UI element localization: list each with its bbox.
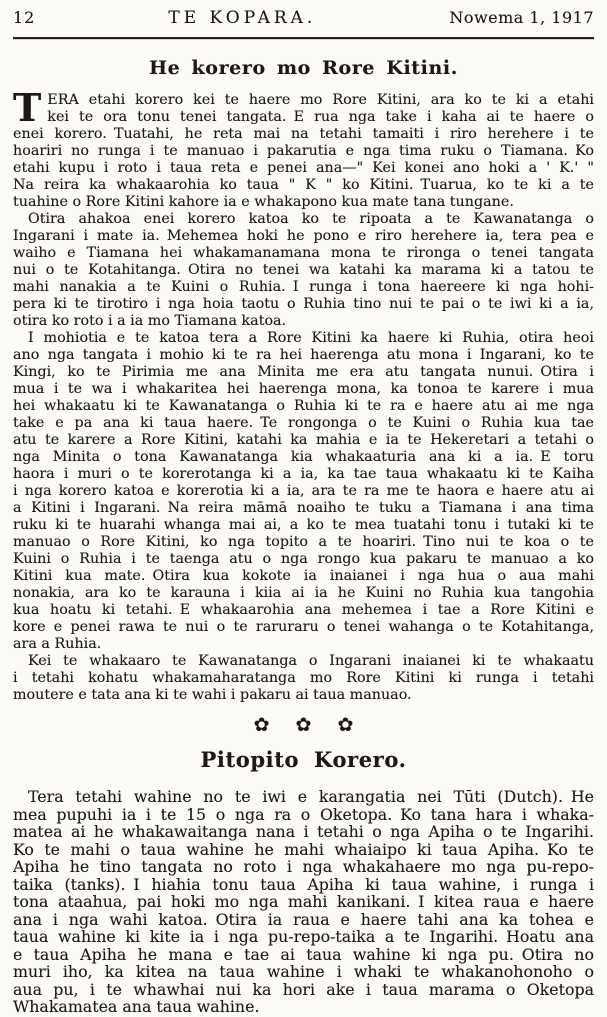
text-line: Kingi, ko te Pirimia me ana Minita me era atu tangata nunui. Otira i — [13, 364, 594, 380]
page-number: 12 — [13, 8, 36, 27]
text-line: I mohiotia e te katoa tera a Rore Kitini ka haere ki Ruhia, otira heoi — [28, 330, 594, 346]
florette-icon: ✿ — [295, 714, 312, 736]
text-line: taika (tanks). I hiahia tonu taua Apiha ki taua wahine, i runga i — [13, 874, 594, 894]
text-line: i tetahi kohatu whakamaharatanga mo Rore Kitini ki runga i tetahi — [13, 670, 594, 686]
text-line: Ingarani i mate ia. Mehemea hoki he pono e riro herehere ia, tera pea e — [13, 228, 594, 244]
text-line: moutere e tata ana ki te wahi i pakaru ai taua manuao. — [13, 687, 412, 703]
text-line: ara a Ruhia. — [13, 636, 102, 652]
florette-icon: ✿ — [337, 714, 354, 736]
text-line: kei te ora tonu tenei tangata. E rua nga take i kaha ai te haere o — [47, 109, 594, 125]
text-line: mea pupuhi ia i te 15 o nga ra o Oketopa. Ko tana hara i whaka- — [13, 804, 594, 824]
article-title-pitopito: Pitopito Korero. — [200, 747, 407, 772]
text-line: nui o te Kotahitanga. Otira no tenei wa katahi ka marama ki a tatou te — [13, 262, 594, 278]
text-line: waiho e Tiamana hei whakamanamana mona te rironga o tenei tangata — [13, 245, 594, 261]
text-line: atu te karere a Rore Kitini, katahi ka mahia e ia te Hekeretari a tetahi o — [13, 432, 594, 448]
text-line: haora i muri o te korerotanga ki a ia, ka tae taua whakaatu ki te Kaiha — [13, 466, 594, 482]
text-line: Ko te mahi o taua wahine he mahi whaiaipo ki taua Apiha. Ko te — [13, 839, 594, 859]
text-line: Tera tetahi wahine no te iwi e karangatia nei Tūti (Dutch). He — [28, 787, 594, 806]
text-line: ana i nga wahi katoa. Otira ia raua e haere tahi ana ka tohea e — [13, 909, 594, 929]
text-line: hoariri no runga i te manuao i pakarutia e nga tima ruku o Tiamana. Ko — [13, 143, 594, 159]
paragraph — [13, 653, 594, 704]
masthead-title: TE KOPARA. — [168, 8, 317, 28]
text-line: etahi kupu i roto i taua reta e penei ana—" Kei konei ano hoki a ' K.' " — [13, 160, 594, 176]
text-line: tona ataahua, pai hoki mo nga mahi kanikani. I kitea raua e haere — [13, 892, 594, 911]
text-line: Otira ahakoa enei korero katoa ko te ripoata a te Kawanatanga o — [28, 211, 594, 227]
text-line: Kei te whakaaro te Kawanatanga o Ingarani inaianei ki te whakaatu — [28, 653, 594, 669]
florette-icon: ✿ — [253, 714, 270, 736]
text-line: Apiha he tino tangata no roto i nga whakahaere mo nga pu-repo- — [13, 857, 594, 876]
header-rule — [13, 37, 594, 40]
text-line: aua pu, i te whawhai nui ka hori ake i taua marama o Oketopa — [13, 979, 594, 999]
text-line: matea ai he whakawaitanga nana i tetahi o nga Apiha o te Ingarihi. — [13, 822, 594, 841]
text-line: mua i te wa i whakaritea hei haerenga mona, ka tonoa te karere i mua — [13, 381, 594, 397]
text-line: take e pa ana ki taua haere. Te rongonga o te Kuini o Ruhia kua tae — [13, 415, 594, 431]
paragraph — [13, 211, 594, 330]
text-line: Whakamatea ana taua wahine. — [13, 997, 260, 1016]
section-divider — [13, 714, 594, 736]
article-pitopito-body — [13, 788, 594, 1016]
text-line: pera ki te tirotiro i nga hoia taotu o Ruhia tino nui te pai o te iwi ki a ia, — [13, 296, 594, 312]
text-line: kua hoatu ki tetahi. E whakaarohia ana mehemea i tae a Rore Kitini e — [13, 602, 594, 618]
text-line: taua wahine ki kite ia i nga pu-repo-taika a te Ingarihi. Hoatu ana — [13, 927, 594, 946]
text-line: Kitini kua mate. Otira kua kokote ia inaianei i nga hua o aua mahi — [13, 568, 594, 584]
text-line: otira ko roto i a ia mo Tiamana katoa. — [13, 313, 287, 329]
text-line: ruku ki te huarahi whanga mai ai, a ko te mea tuatahi tonu i tutaki ki te — [13, 517, 594, 533]
paragraph — [13, 85, 594, 211]
text-line: e taua Apiha he mana e tae ai taua wahine ki nga pu. Otira no — [13, 944, 594, 964]
text-line: nonakia, ara ko te karauna i kiia ai ia he Kuini no Ruhia kua tangohia — [13, 585, 594, 601]
text-line: hei whakaatu ki te Kawanatanga o Ruhia ki te ra e haere atu ai me nga — [13, 398, 594, 414]
text-line: tuahine o Rore Kitini kahore ia e whakapono kua mate tana tungane. — [13, 194, 514, 210]
text-line: nga Minita o tona Kawanatanga kia whakaaturia ana ki a ia. E toru — [13, 449, 594, 465]
text-line: Na reira ka whakaarohia ko taua " K " ko Kitini. Tuarua, ko te ki a te — [13, 177, 594, 193]
paragraph — [13, 330, 594, 653]
text-line: ERA etahi korero kei te haere mo Rore Kitini, ara ko te ki a etahi — [47, 92, 594, 108]
text-line: manuao o Rore Kitini, ko nga topito a te hoariri. Tino nui te koa o te — [13, 534, 594, 550]
text-line: enei korero. Tuatahi, he reta mai na tetahi tamaiti i riro herehere i te — [13, 126, 594, 142]
article-title-kitini: He korero mo Rore Kitini. — [149, 57, 458, 79]
text-line: mahi nanakia a te Kuini o Ruhia. I runga i tona haereere ki nga hohi- — [13, 279, 594, 295]
issue-date: Nowema 1, 1917 — [449, 8, 594, 27]
text-line: Kuini o Ruhia i te taenga atu o nga rongo kua pakaru te manuao a ko — [13, 551, 594, 567]
paragraph — [13, 788, 594, 1016]
text-line: muri iho, ka kitea na taua wahine i whaki te whakanohonoho o — [13, 962, 594, 981]
text-line: a Kitini i Ingarani. Na reira māmā noaiho te tuku a Tiamana i ana tima — [13, 500, 594, 516]
text-line: i nga korero katoa e korerotia ki a ia, ara te ra me te haora e haere atu ai — [13, 483, 594, 499]
article-kitini-body — [13, 85, 594, 704]
text-line: ano nga tangata i mohio ki te ra hei haerenga atu mona i Ingarani, ko te — [13, 347, 594, 363]
page-header — [13, 8, 594, 34]
drop-cap: T — [13, 85, 42, 130]
text-line: kore e penei rawa te nui o te raruraru o tenei wahanga o te Kotahitanga, — [13, 619, 594, 635]
